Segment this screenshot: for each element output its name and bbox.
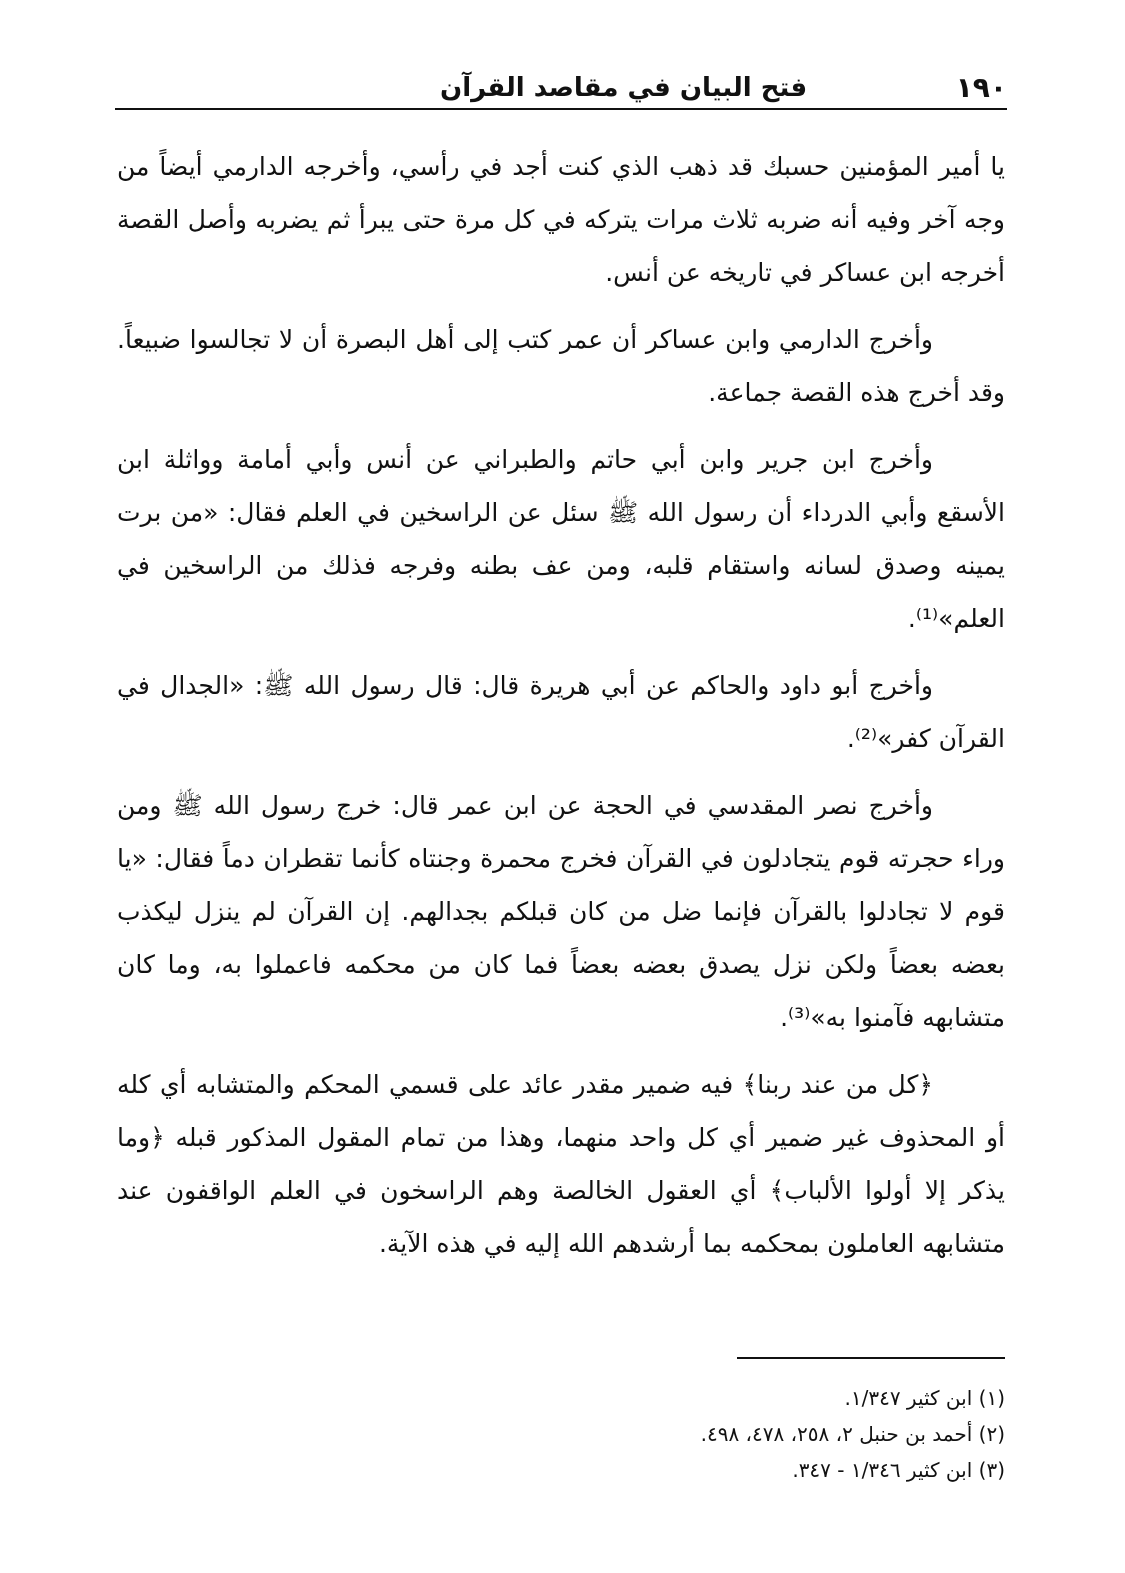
paragraph-2: وأخرج الدارمي وابن عساكر أن عمر كتب إلى أهل البصرة أن لا تجالسوا ضبيعاً. وقد أخرج هذه القصة جماعة. (117, 325, 1005, 407)
paragraph-6: ﴿كل من عند ربنا﴾ فيه ضمير مقدر عائد على قسمي المحكم والمتشابه أي كله أو المحذوف غير ضمير أي كل واحد منهما، وهذا من تمام المقول المذكور قبله ﴿وما يذكر إلا أولوا الألباب﴾ أي العقول الخالصة وهم الراسخون في العلم الواقفون عند متشابهه العاملون بمحكمه بما أرشدهم الله إليه في هذه الآية. (117, 1070, 1005, 1258)
footnote-2: (٢) أحمد بن حنبل ٢، ٢٥٨، ٤٧٨، ٤٩٨. (700, 1422, 1005, 1446)
page-header (115, 62, 1007, 106)
paragraph-5: وأخرج نصر المقدسي في الحجة عن ابن عمر قال: خرج رسول الله ﷺ ومن وراء حجرته قوم يتجادلون في القرآن فخرج محمرة وجنتاه كأنما تقطران دماً فقال: «يا قوم لا تجادلوا بالقرآن فإنما ضل من كان قبلكم بجدالهم. إن القرآن لم ينزل ليكذب بعضه بعضاً ولكن نزل يصدق بعضه بعضاً فما كان من محكمه فاعملوا به، وما كان متشابهه فآمنوا به»⁽³⁾. (117, 791, 1005, 1032)
paragraph-1: يا أمير المؤمنين حسبك قد ذهب الذي كنت أجد في رأسي، وأخرجه الدارمي أيضاً من وجه آخر وفيه أنه ضربه ثلاث مرات يتركه في كل مرة حتى يبرأ ثم يضربه وأصل القصة أخرجه ابن عساكر في تاريخه عن أنس. (117, 152, 1005, 287)
footnote-separator (737, 1357, 1005, 1359)
main-text (117, 140, 1005, 1284)
footnote-3: (٣) ابن كثير ١/٣٤٦ - ٣٤٧. (792, 1458, 1005, 1482)
paragraph-4: وأخرج أبو داود والحاكم عن أبي هريرة قال: قال رسول الله ﷺ: «الجدال في القرآن كفر»⁽²⁾. (117, 671, 1005, 753)
header-rule (115, 108, 1007, 110)
footnotes (117, 1380, 1005, 1488)
page-number: ١٩٠ (955, 71, 1007, 104)
footnote-1: (١) ابن كثير ١/٣٤٧. (844, 1386, 1005, 1410)
paragraph-3: وأخرج ابن جرير وابن أبي حاتم والطبراني عن أنس وأبي أمامة وواثلة ابن الأسقع وأبي الدرداء أن رسول الله ﷺ سئل عن الراسخين في العلم فقال: «من برت يمينه وصدق لسانه واستقام قلبه، ومن عف بطنه وفرجه فذلك من الراسخين في العلم»⁽¹⁾. (117, 445, 1005, 633)
running-title: فتح البيان في مقاصد القرآن (440, 73, 808, 103)
